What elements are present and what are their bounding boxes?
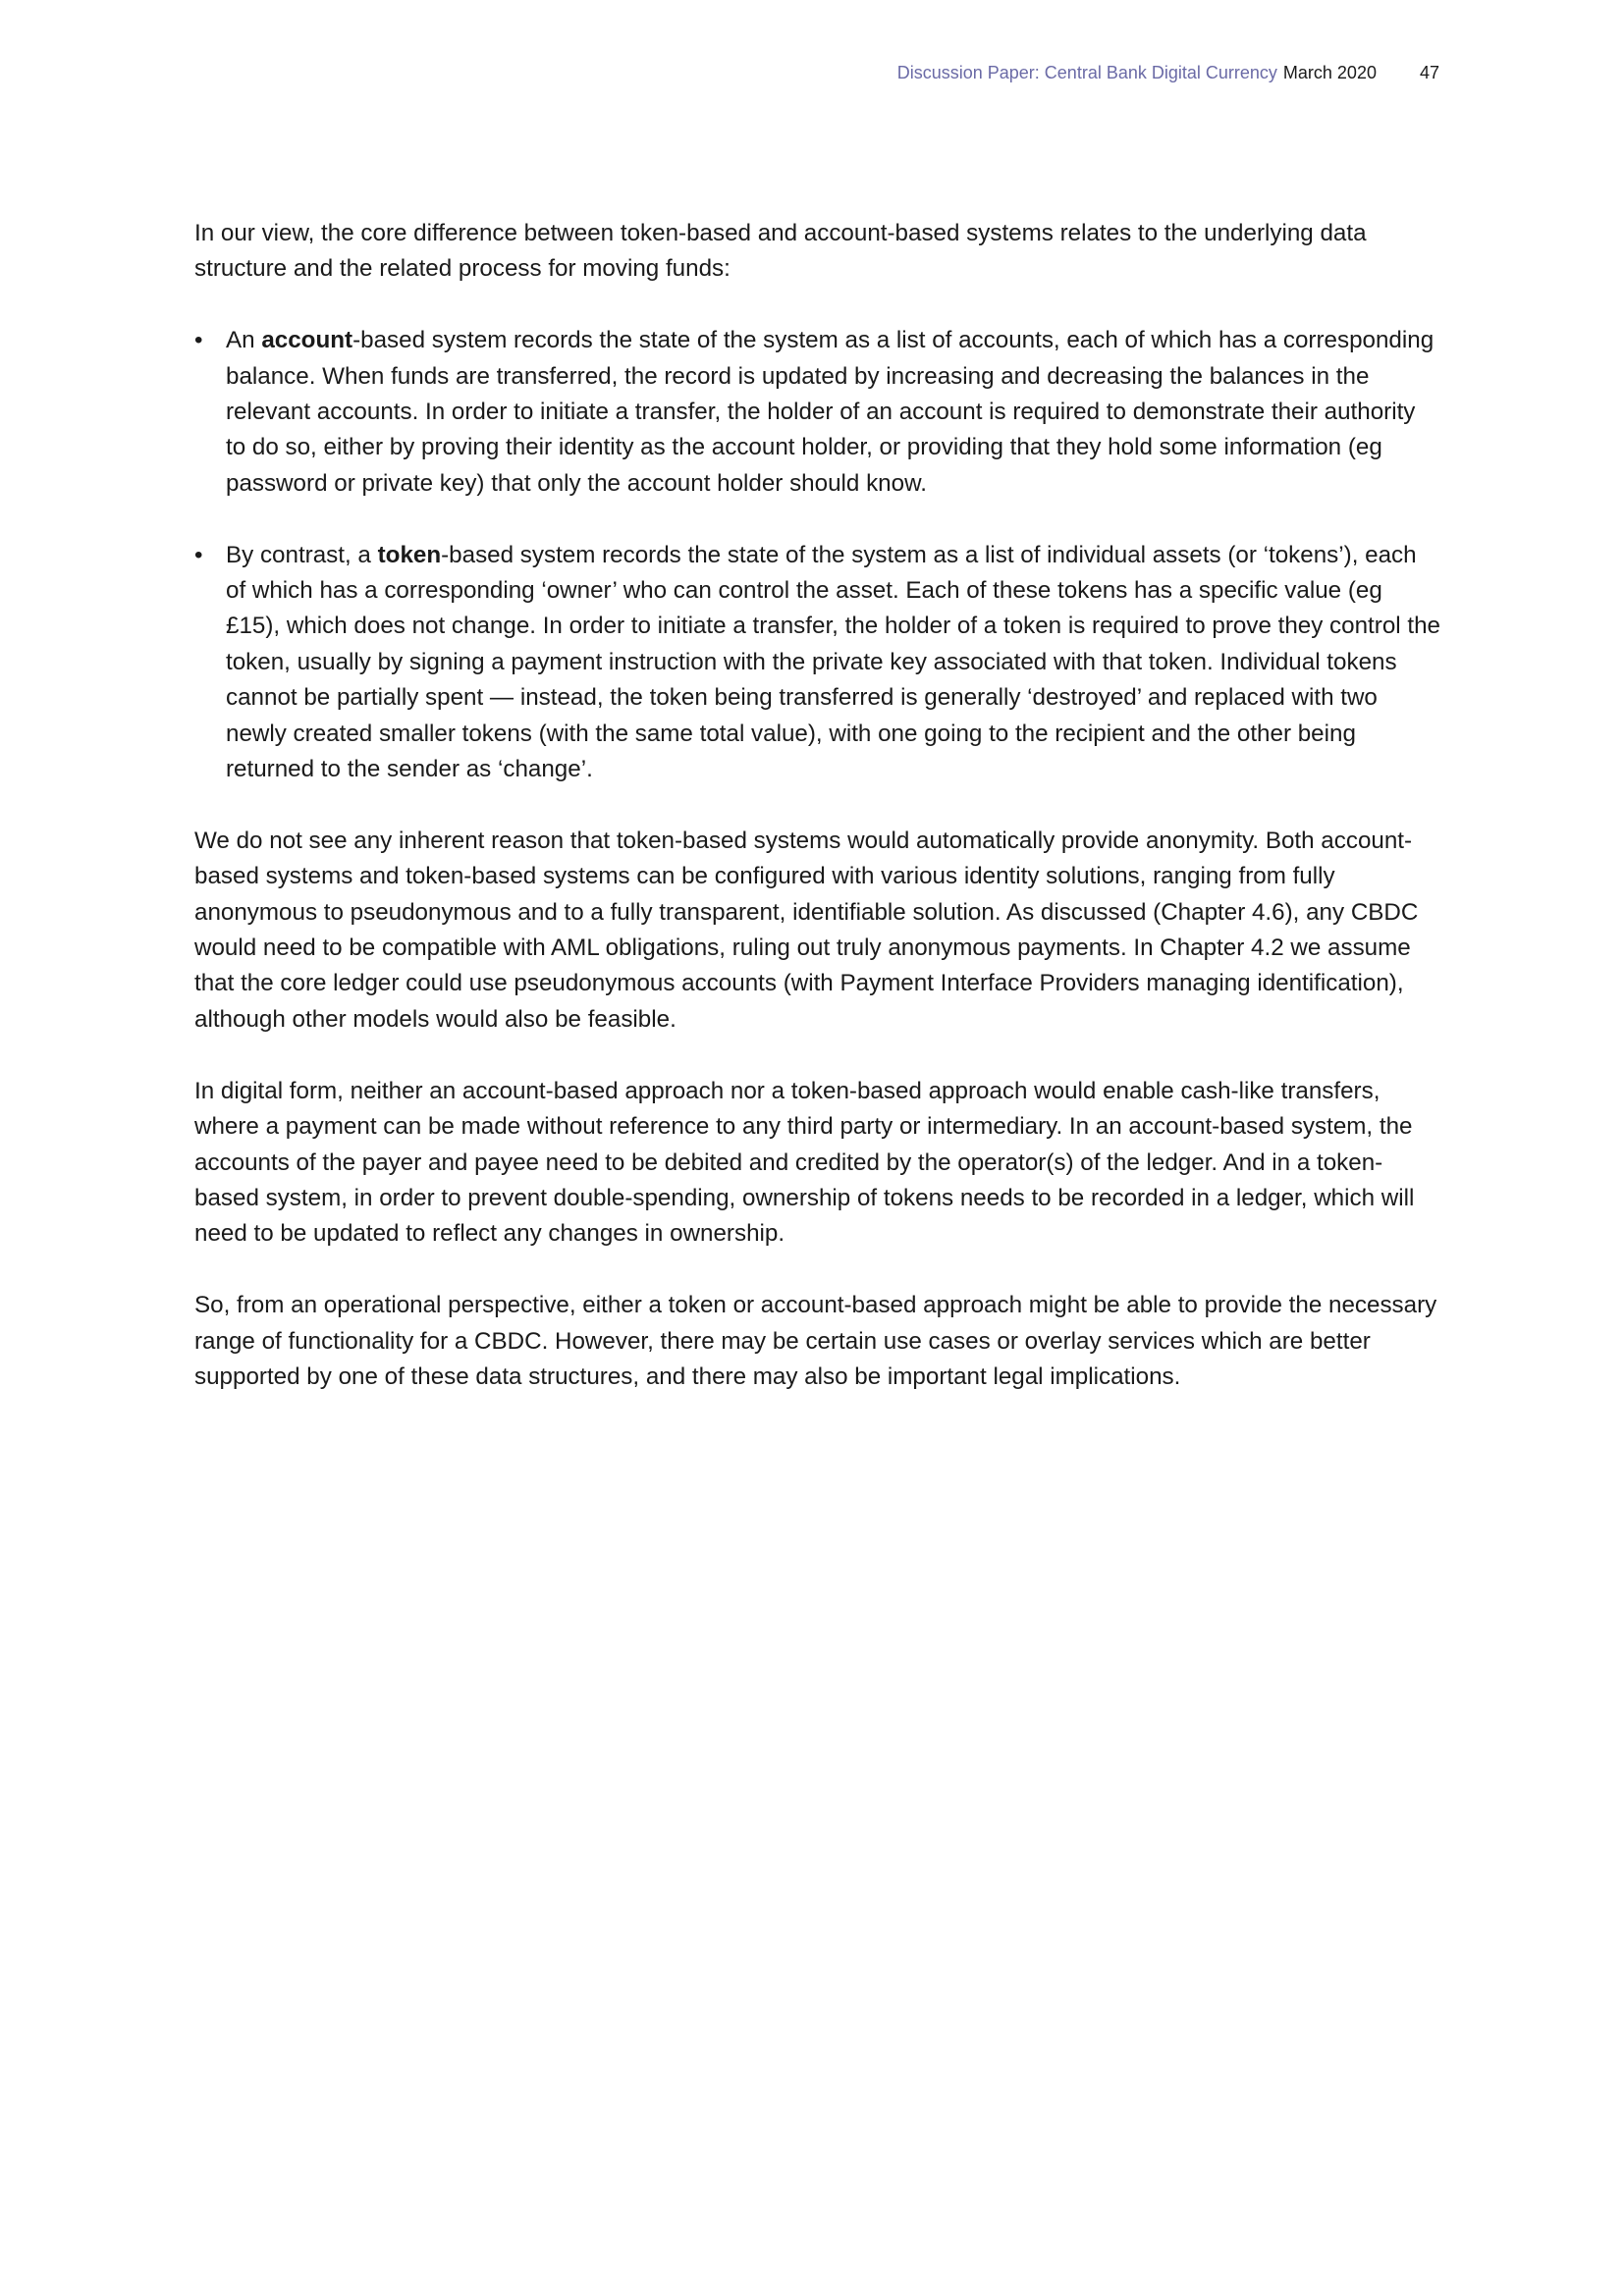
paragraph-operational: So, from an operational perspective, either a token or account-based approach might be able to provide the necessary range of functionality for a CBDC. However, there may be certain use cases or overlay services which are better supported by one of these data structures, and there may also be important legal implications.: [194, 1292, 1437, 1390]
bullet-list: [194, 323, 1441, 787]
bullet-prefix: By contrast, a: [226, 541, 378, 568]
page-number: 47: [1419, 63, 1439, 82]
bullet-text: -based system records the state of the system as a list of accounts, each of which has a corresponding balance. When funds are transferred, the record is updated by increasing and decreasing the balances in the relevant accounts. In order to initiate a transfer, the holder of an account is required to demonstrate their authority to do so, either by proving their identity as the account holder, or providing that they hold some information (eg password or private key) that only the account holder should know.: [226, 327, 1435, 497]
paragraph-digital-form: In digital form, neither an account-based approach nor a token-based approach would enable cash-like transfers, where a payment can be made without reference to any third party or intermediary. In an account-based system, the accounts of the payer and payee need to be debited and credited by the operator(s) of the ledger. And in a token-based system, in order to prevent double-spending, ownership of tokens needs to be recorded in a ledger, which will need to be updated to reflect any changes in ownership.: [194, 1077, 1415, 1248]
paragraph-anonymity: We do not see any inherent reason that token-based systems would automatically provide anonymity. Both account-based systems and token-based systems can be configured with various identity solutions, ranging from fully anonymous to pseudonymous and to a fully transparent, identifiable solution. As discussed (Chapter 4.6), any CBDC would need to be compatible with AML obligations, ruling out truly anonymous payments. In Chapter 4.2 we assume that the core ledger could use pseudonymous accounts (with Payment Interface Providers managing identification), although other models would also be feasible.: [194, 827, 1419, 1033]
running-header: [897, 61, 1439, 84]
bullet-text: -based system records the state of the system as a list of individual assets (or ‘tokens’), each of which has a corresponding ‘owner’ who can control the asset. Each of these tokens has a specific value (eg £15), which does not change. In order to initiate a transfer, the holder of a token is required to prove they control the token, usually by signing a payment instruction with the private key associated with that token. Individual tokens cannot be partially spent — instead, the token being transferred is generally ‘destroyed’ and replaced with two newly created smaller tokens (with the same total value), with one going to the recipient and the other being returned to the sender as ‘change’.: [226, 541, 1440, 783]
bullet-item-token: [194, 538, 1441, 788]
publication-title: Discussion Paper: Central Bank Digital Currency: [896, 63, 1277, 82]
bullet-item-account: [194, 323, 1441, 502]
bullet-term: token: [377, 541, 442, 568]
bullet-mark: •: [194, 541, 203, 568]
bullet-prefix: An: [226, 327, 262, 354]
bullet-mark: •: [194, 327, 203, 354]
body-text: [194, 216, 1441, 1431]
publication-date: March 2020: [1282, 63, 1377, 82]
intro-paragraph: In our view, the core difference between token-based and account-based systems relates to the underlying data structure and the related process for moving funds:: [194, 220, 1367, 283]
bullet-term: account: [261, 327, 353, 354]
